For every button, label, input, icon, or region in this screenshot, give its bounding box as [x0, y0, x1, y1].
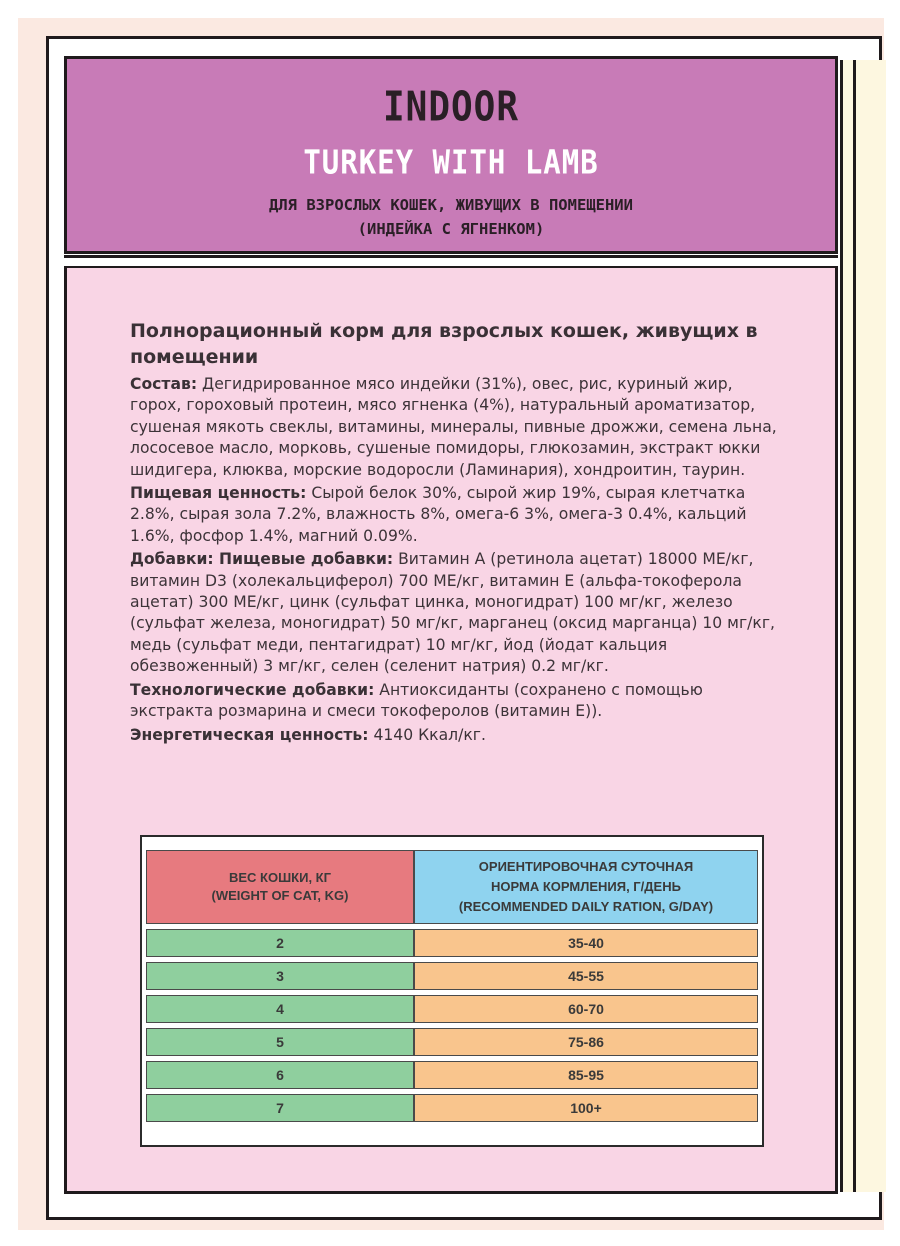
table-row — [146, 929, 758, 957]
tech-additives-paragraph — [130, 680, 780, 723]
weight-cell: 6 — [146, 1061, 414, 1089]
subtitle-line-1: ДЛЯ ВЗРОСЛЫХ КОШЕК, ЖИВУЩИХ В ПОМЕЩЕНИИ — [269, 196, 633, 214]
nutrition-text: Сырой белок 30%, сырой жир 19%, сырая клетчатка 2.8%, сырая зола 7.2%, влажность 8%, омега-6 3%, омега-3 0.4%, кальций 1.6%, фосфор 1.4%, магний 0.09%. — [130, 484, 747, 545]
additives-paragraph — [130, 549, 780, 677]
ration-cell: 35-40 — [414, 929, 758, 957]
ration-header-line-2: НОРМА КОРМЛЕНИЯ, Г/ДЕНЬ — [491, 879, 681, 894]
weight-cell: 4 — [146, 995, 414, 1023]
composition-paragraph — [130, 374, 780, 481]
weight-cell: 7 — [146, 1094, 414, 1122]
ration-cell: 85-95 — [414, 1061, 758, 1089]
product-description — [130, 318, 780, 748]
product-title: INDOOR — [382, 83, 520, 132]
tech-additives-text: Антиоксиданты (сохранено с помощью экстракта розмарина и смеси токоферолов (витамин Е)). — [130, 680, 703, 721]
subtitle-line-2: (ИНДЕЙКА С ЯГНЕНКОМ) — [357, 220, 545, 238]
feeding-table-container — [140, 835, 764, 1147]
ration-cell: 60-70 — [414, 995, 758, 1023]
weight-header-ru: ВЕС КОШКИ, КГ — [229, 870, 331, 885]
strip-line — [853, 60, 856, 1192]
table-row — [146, 1094, 758, 1122]
energy-text: 4140 Ккал/кг. — [368, 725, 486, 744]
composition-label: Состав: — [130, 375, 198, 393]
ration-header-en: (RECOMMENDED DAILY RATION, G/DAY) — [458, 899, 714, 914]
weight-header-en: (WEIGHT OF CAT, KG) — [211, 888, 349, 903]
ration-header-line-1: ОРИЕНТИРОВОЧНАЯ СУТОЧНАЯ — [478, 859, 694, 874]
tech-additives-label: Технологические добавки: — [130, 680, 375, 699]
energy-label: Энергетическая ценность: — [130, 725, 369, 744]
table-row — [146, 1061, 758, 1089]
feeding-table — [146, 845, 758, 1127]
header-divider — [64, 255, 838, 269]
product-header — [64, 56, 838, 254]
ration-cell: 100+ — [414, 1094, 758, 1122]
table-row — [146, 962, 758, 990]
weight-cell: 2 — [146, 929, 414, 957]
nutrition-paragraph — [130, 483, 780, 547]
ration-column-header — [414, 850, 758, 924]
table-header-row — [146, 850, 758, 924]
table-row — [146, 995, 758, 1023]
additives-text: Витамин А (ретинола ацетат) 18000 МЕ/кг, витамин D3 (холекальциферол) 700 МЕ/кг, витамин Е (альфа-токоферола ацетат) 300 МЕ/кг, цинк (сульфат цинка, моногидрат) 100 мг/кг, железо (сульфат железа, моногидрат) 50 мг/кг, марганец (оксид марганца) 10 мг/кг, медь (сульфат меди, пентагидрат) 10 мг/кг, йод (йодат кальция обезвоженный) 3 мг/кг, селен (селенит натрия) 0.2 мг/кг. — [130, 550, 775, 676]
ration-cell: 45-55 — [414, 962, 758, 990]
weight-cell: 5 — [146, 1028, 414, 1056]
energy-paragraph — [130, 725, 780, 746]
nutrition-label: Пищевая ценность: — [130, 484, 307, 503]
description-heading: Полнорационный корм для взрослых кошек, живущих в помещении — [130, 320, 758, 368]
russian-subtitle — [67, 193, 835, 241]
ration-cell: 75-86 — [414, 1028, 758, 1056]
composition-text: Дегидрированное мясо индейки (31%), овес, рис, куриный жир, горох, гороховый протеин, мясо ягненка (4%), натуральный ароматизатор, сушеная мякоть свеклы, витамины, минералы, пивные дрожжи, семена льна, лососевое масло, морковь, сушеные помидоры, глюкозамин, экстракт юкки шидигера, клюква, морские водоросли (Ламинария), хондроитин, таурин. — [130, 375, 777, 479]
table-row — [146, 1028, 758, 1056]
flavor-title: TURKEY WITH LAMB — [303, 142, 599, 182]
weight-column-header — [146, 850, 414, 924]
additives-label: Добавки: Пищевые добавки: — [130, 550, 394, 569]
weight-cell: 3 — [146, 962, 414, 990]
right-edge-strip — [840, 60, 886, 1192]
